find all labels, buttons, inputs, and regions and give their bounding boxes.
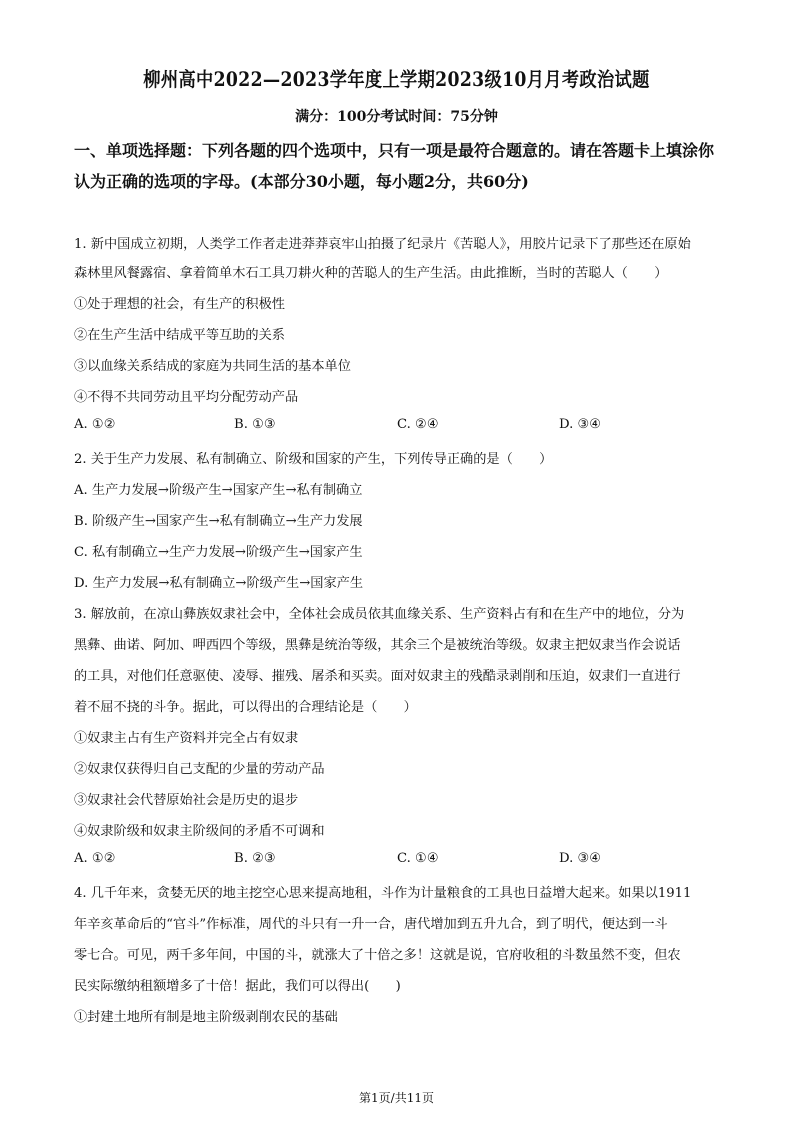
- question-3-stem: 的工具，对他们任意驱使、凌辱、摧残、屠杀和买卖。面对奴隶主的残酷录剥削和压迫，奴隶们一直进行: [74, 669, 681, 684]
- question-4-stem: 4. 几千年来，贪婪无厌的地主挖空心思来提高地租，斗作为计量粮食的工具也日益增大起来。如果以1911: [74, 886, 692, 901]
- question-3-option-a: A. ①②: [74, 851, 116, 866]
- question-4-stem: 民实际缴纳租额增多了十倍！据此，我们可以得出( ): [74, 979, 401, 994]
- question-3-stem: 黑彝、曲诺、阿加、呷西四个等级，黑彝是统治等级，其余三个是被统治等级。奴隶主把奴隶当作会说话: [74, 638, 681, 653]
- section-heading: 一、单项选择题：下列各题的四个选项中，只有一项是最符合题意的。请在答题卡上填涂你: [74, 141, 715, 160]
- question-1-item: ③以血缘关系结成的家庭为共同生活的基本单位: [74, 359, 351, 374]
- question-1-item: ④不得不共同劳动且平均分配劳动产品: [74, 390, 299, 405]
- question-2-option-a: A. 生产力发展→阶级产生→国家产生→私有制确立: [74, 483, 363, 498]
- page-title: 柳州高中2022—2023学年度上学期2023级10月月考政治试题: [143, 68, 650, 91]
- question-4-stem: 零七合。可见，两千多年间，中国的斗，就涨大了十倍之多！这就是说，官府收租的斗数虽然不变，但农: [74, 948, 681, 963]
- question-1-item: ①处于理想的社会，有生产的积极性: [74, 297, 285, 312]
- question-1-item: ②在生产生活中结成平等互助的关系: [74, 328, 285, 343]
- question-2-option-b: B. 阶级产生→国家产生→私有制确立→生产力发展: [74, 514, 363, 529]
- question-1-stem: 森林里风餐露宿、拿着简单木石工具刀耕火种的苦聪人的生产生活。由此推断，当时的苦聪人（ ）: [74, 266, 668, 281]
- question-2-stem: 2. 关于生产力发展、私有制确立、阶级和国家的产生，下列传导正确的是（ ）: [74, 452, 553, 467]
- question-1-option-b: B. ①③: [234, 417, 276, 432]
- page-number: 第1页/共11页: [359, 1091, 434, 1105]
- question-2-option-c: C. 私有制确立→生产力发展→阶级产生→国家产生: [74, 545, 363, 560]
- question-3-option-b: B. ②③: [234, 851, 276, 866]
- question-1-stem: 1. 新中国成立初期，人类学工作者走进莽莽哀牢山拍摄了纪录片《苦聪人》，用胶片记录下了那些还在原始: [74, 237, 691, 252]
- question-1-option-d: D. ③④: [559, 417, 602, 432]
- section-heading-continued: 认为正确的选项的字母。(本部分30小题，每小题2分，共60分): [74, 172, 529, 191]
- question-3-stem: 着不屈不挠的斗争。据此，可以得出的合理结论是（ ）: [74, 700, 417, 715]
- question-1-option-a: A. ①②: [74, 417, 116, 432]
- question-2-option-d: D. 生产力发展→私有制确立→阶级产生→国家产生: [74, 576, 364, 591]
- question-4-item: ①封建土地所有制是地主阶级剥削农民的基础: [74, 1010, 338, 1025]
- question-3-option-d: D. ③④: [559, 851, 602, 866]
- question-1-option-c: C. ②④: [397, 417, 439, 432]
- question-3-option-c: C. ①④: [397, 851, 439, 866]
- question-3-item: ②奴隶仅获得归自己支配的少量的劳动产品: [74, 762, 325, 777]
- question-3-item: ④奴隶阶级和奴隶主阶级间的矛盾不可调和: [74, 824, 325, 839]
- question-3-item: ①奴隶主占有生产资料并完全占有奴隶: [74, 731, 299, 746]
- question-3-stem: 3. 解放前，在凉山彝族奴隶社会中，全体社会成员依其血缘关系、生产资料占有和在生产中的地位，分为: [74, 607, 685, 622]
- exam-info: 满分：100分考试时间：75分钟: [295, 109, 498, 125]
- question-3-item: ③奴隶社会代替原始社会是历史的退步: [74, 793, 299, 808]
- question-4-stem: 年辛亥革命后的“官斗”作标准，周代的斗只有一升一合，唐代增加到五升九合，到了明代，便达到一斗: [74, 917, 668, 932]
